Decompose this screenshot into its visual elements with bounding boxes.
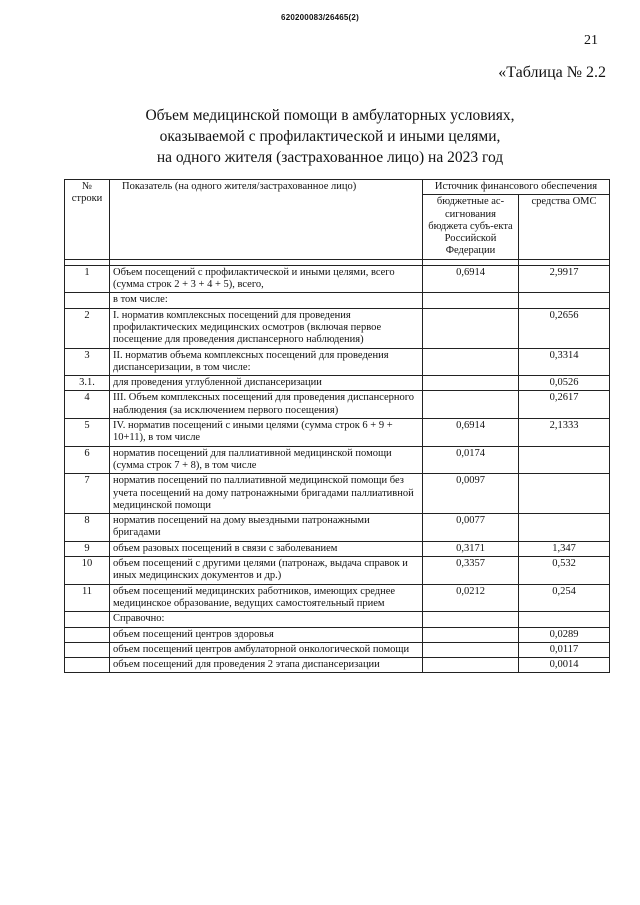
budget-value-cell	[423, 658, 519, 673]
budget-value-cell	[423, 348, 519, 376]
row-number-cell: 3.1.	[65, 376, 110, 391]
indicator-cell: III. Объем комплексных посещений для проведения диспансерного наблюдения (за исключением первого посещения)	[110, 391, 423, 419]
budget-value-cell: 0,3171	[423, 541, 519, 556]
oms-value-cell	[519, 446, 610, 474]
indicator-cell: I. норматив комплексных посещений для проведения профилактических медицинских осмотров (включая первое посещение для проведения диспансерного наблюдения)	[110, 308, 423, 348]
oms-value-cell: 0,3314	[519, 348, 610, 376]
header-budget: бюджетные ас-сигнования бюджета субъ-екта Российской Федерации	[423, 195, 519, 259]
table-row	[65, 642, 610, 657]
row-number-cell: 1	[65, 265, 110, 293]
row-number-cell: 5	[65, 419, 110, 447]
oms-value-cell: 0,2656	[519, 308, 610, 348]
oms-value-cell: 0,532	[519, 557, 610, 585]
table-row	[65, 557, 610, 585]
budget-value-cell	[423, 642, 519, 657]
budget-value-cell: 0,6914	[423, 419, 519, 447]
row-number-cell: 11	[65, 584, 110, 612]
header-funding-source: Источник финансового обеспечения	[423, 180, 610, 195]
indicator-cell: II. норматив объема комплексных посещений для проведения диспансеризации, в том числе:	[110, 348, 423, 376]
table-row	[65, 612, 610, 627]
budget-value-cell: 0,0212	[423, 584, 519, 612]
oms-value-cell: 0,0526	[519, 376, 610, 391]
row-number-cell: 4	[65, 391, 110, 419]
row-number-cell	[65, 612, 110, 627]
header-indicator: Показатель (на одного жителя/застрахованное лицо)	[110, 180, 423, 260]
indicator-cell: норматив посещений на дому выездными патронажными бригадами	[110, 514, 423, 542]
table-row	[65, 584, 610, 612]
budget-value-cell: 0,6914	[423, 265, 519, 293]
table-label: «Таблица № 2.2	[498, 64, 606, 81]
row-number-cell: 10	[65, 557, 110, 585]
table-row	[65, 627, 610, 642]
indicator-cell: Справочно:	[110, 612, 423, 627]
page-number: 21	[584, 33, 598, 48]
oms-value-cell	[519, 612, 610, 627]
indicator-cell: норматив посещений для паллиативной медицинской помощи (сумма строк 7 + 8), в том числе	[110, 446, 423, 474]
budget-value-cell: 0,0174	[423, 446, 519, 474]
indicator-cell: норматив посещений по паллиативной медицинской помощи без учета посещений на дому патронажными бригадами паллиативной медицинской помощи	[110, 474, 423, 514]
row-number-cell: 8	[65, 514, 110, 542]
oms-value-cell: 0,0289	[519, 627, 610, 642]
oms-value-cell: 0,2617	[519, 391, 610, 419]
oms-value-cell: 1,347	[519, 541, 610, 556]
table-row	[65, 376, 610, 391]
header-oms: средства ОМС	[519, 195, 610, 259]
table-body	[65, 265, 610, 673]
document-id: 620200083/26465(2)	[281, 13, 359, 22]
oms-value-cell	[519, 293, 610, 308]
row-number-cell	[65, 642, 110, 657]
indicator-cell: объем посещений с другими целями (патронаж, выдача справок и иных медицинских документов и др.)	[110, 557, 423, 585]
row-number-cell: 6	[65, 446, 110, 474]
table-row	[65, 541, 610, 556]
budget-value-cell	[423, 293, 519, 308]
row-number-cell: 2	[65, 308, 110, 348]
budget-value-cell: 0,3357	[423, 557, 519, 585]
oms-value-cell: 0,0117	[519, 642, 610, 657]
budget-value-cell: 0,0077	[423, 514, 519, 542]
oms-value-cell: 0,254	[519, 584, 610, 612]
indicator-cell: объем посещений центров здоровья	[110, 627, 423, 642]
indicator-cell: для проведения углубленной диспансеризации	[110, 376, 423, 391]
table-row	[65, 348, 610, 376]
row-number-cell	[65, 627, 110, 642]
oms-value-cell	[519, 474, 610, 514]
indicator-cell: объем посещений медицинских работников, имеющих среднее медицинское образование, ведущих самостоятельный прием	[110, 584, 423, 612]
table-row	[65, 265, 610, 293]
budget-value-cell	[423, 391, 519, 419]
row-number-cell: 9	[65, 541, 110, 556]
budget-value-cell	[423, 376, 519, 391]
title-line-3: на одного жителя (застрахованное лицо) на 2023 год	[156, 149, 504, 166]
budget-value-cell	[423, 627, 519, 642]
oms-value-cell: 2,9917	[519, 265, 610, 293]
row-number-cell: 3	[65, 348, 110, 376]
indicator-cell: IV. норматив посещений с иными целями (сумма строк 6 + 9 + 10+11), в том числе	[110, 419, 423, 447]
row-number-cell	[65, 658, 110, 673]
budget-value-cell	[423, 308, 519, 348]
row-number-cell	[65, 293, 110, 308]
budget-value-cell: 0,0097	[423, 474, 519, 514]
indicator-cell: Объем посещений с профилактической и иными целями, всего (сумма строк 2 + 3 + 4 + 5), всего,	[110, 265, 423, 293]
indicator-cell: объем посещений центров амбулаторной онкологической помощи	[110, 642, 423, 657]
oms-value-cell: 0,0014	[519, 658, 610, 673]
table-row	[65, 446, 610, 474]
indicator-cell: в том числе:	[110, 293, 423, 308]
table-row	[65, 293, 610, 308]
budget-value-cell	[423, 612, 519, 627]
indicator-cell: объем посещений для проведения 2 этапа диспансеризации	[110, 658, 423, 673]
header-row-number: № строки	[65, 180, 110, 260]
table-row	[65, 658, 610, 673]
table-row	[65, 308, 610, 348]
oms-value-cell	[519, 514, 610, 542]
table-row	[65, 514, 610, 542]
title-line-1: Объем медицинской помощи в амбулаторных условиях,	[145, 107, 515, 124]
table-row	[65, 391, 610, 419]
indicator-cell: объем разовых посещений в связи с заболеванием	[110, 541, 423, 556]
table-row	[65, 419, 610, 447]
title-line-2: оказываемой с профилактической и иными целями,	[159, 128, 501, 145]
row-number-cell: 7	[65, 474, 110, 514]
page-title	[70, 105, 590, 168]
table-row	[65, 474, 610, 514]
volume-table	[64, 179, 610, 673]
oms-value-cell: 2,1333	[519, 419, 610, 447]
